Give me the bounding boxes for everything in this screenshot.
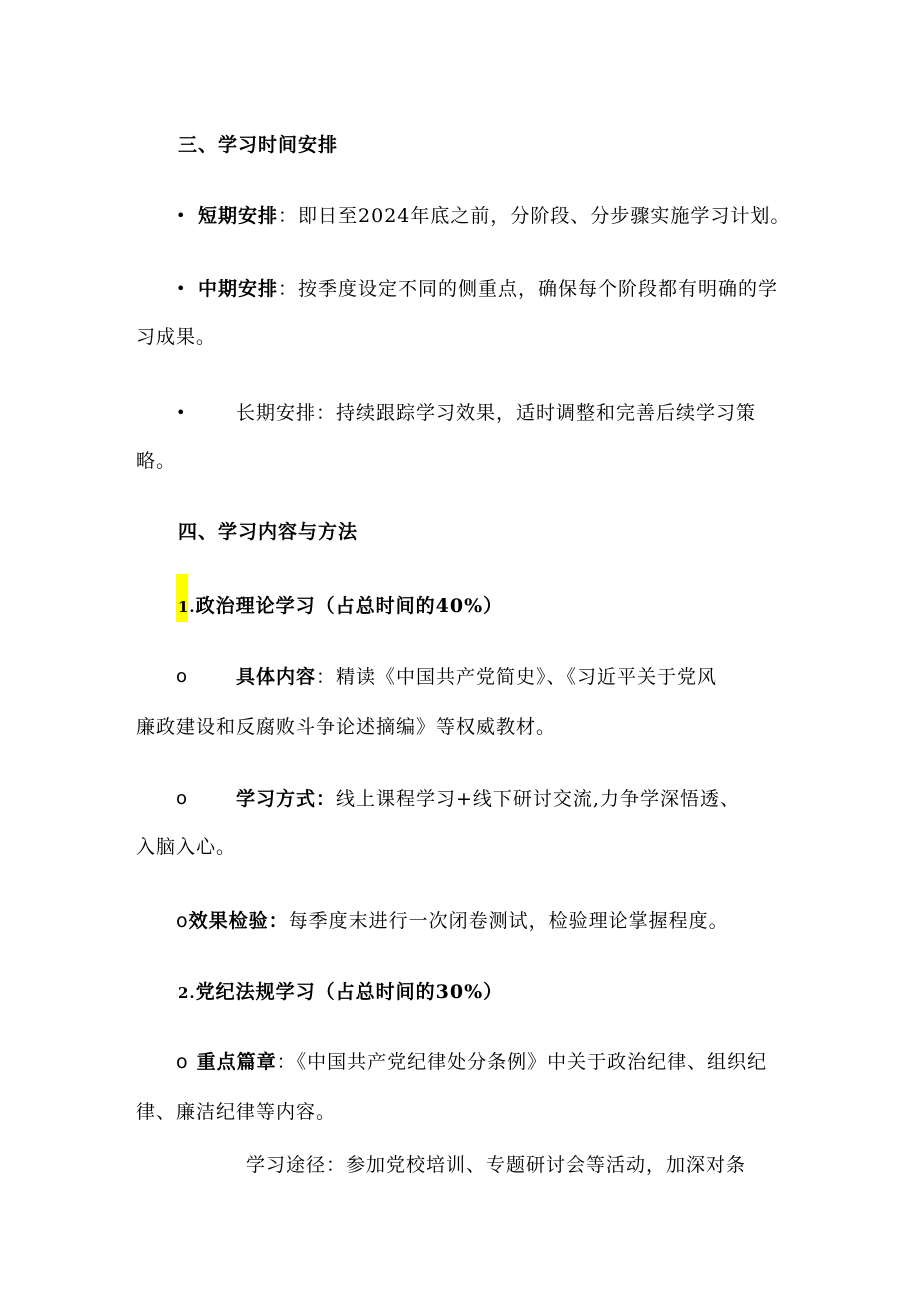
chapter-text-cont: 律、廉洁纪律等内容。 [136,1101,337,1123]
content-text-cont: 廉政建设和反腐败斗争论述摘编》等权威教材。 [136,716,557,738]
part-2-heading [178,980,503,1005]
circle-bullet: o [176,788,188,809]
chapter-item [176,1050,767,1074]
bullet-dot: • [176,279,186,298]
content-item [236,665,717,689]
method-item [236,787,740,811]
check-text: 每季度末进行一次闭卷测试，检验理论掌握程度。 [288,910,729,932]
method-text-cont: 入脑入心。 [136,836,237,858]
part-1-number: 1. [178,598,196,616]
method-text: 线上课程学习+线下研讨交流,力争学深悟透、 [336,788,740,810]
circle-bullet: o [176,1051,189,1073]
check-label: 效果检验： [188,910,289,932]
chapter-label: 重点篇章 [196,1051,277,1073]
long-term-text-cont: 略。 [136,450,177,472]
content-text: ：精读《中国共产党简史》、《习近平关于党风 [316,666,718,688]
short-term-item [198,204,790,228]
section-heading-4: 四、学习内容与方法 [178,521,359,543]
part-2-title: 党纪法规学习（占总时间的30%） [195,981,504,1003]
part-1-heading [178,594,503,619]
short-term-text: ：即日至2024年底之前，分阶段、分步骤实施学习计划。 [278,205,791,227]
mid-term-label: 中期安排 [198,278,279,300]
method-label: 学习方式： [236,788,337,810]
section-heading-3: 三、学习时间安排 [178,134,339,156]
circle-bullet: o [176,910,189,932]
mid-term-text-cont: 习成果。 [136,326,217,348]
bullet-dot: • [176,206,186,225]
chapter-text: ：《中国共产党纪律处分条例》中关于政治纪律、组织纪 [276,1051,768,1073]
short-term-label: 短期安排 [198,205,279,227]
bullet-dot: • [176,403,186,422]
long-term-text: 长期安排：持续跟踪学习效果，适时调整和完善后续学习策 [236,402,757,424]
mid-term-item [198,277,778,301]
part-2-number: 2. [178,984,196,1002]
content-label: 具体内容 [236,666,317,688]
mid-term-text: ：按季度设定不同的侧重点，确保每个阶段都有明确的学 [278,278,779,300]
check-item [176,909,729,933]
part-1-title: 政治理论学习（占总时间的40%） [195,595,504,617]
path-text: 学习途径：参加党校培训、专题研讨会等活动，加深对条 [246,1154,747,1176]
circle-bullet: o [176,666,188,687]
